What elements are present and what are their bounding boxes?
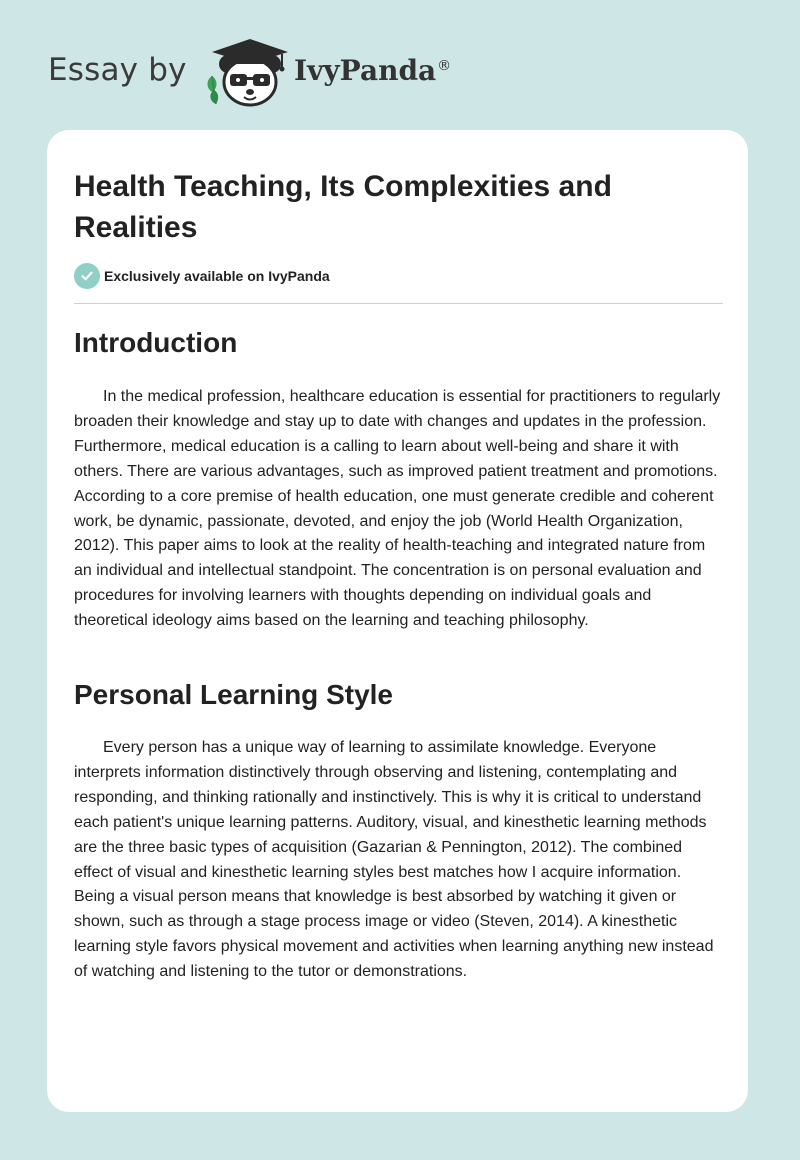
check-icon	[74, 263, 100, 289]
section-heading-introduction: Introduction	[74, 327, 238, 358]
essay-card	[47, 130, 748, 1112]
exclusive-badge-label: Exclusively available on IvyPanda	[104, 268, 330, 284]
exclusive-badge	[74, 263, 330, 289]
brand-header[interactable]	[48, 36, 468, 108]
section-body-personal-learning-style: Every person has a unique way of learning to assimilate knowledge. Everyone interprets information distinctively through observing and listening, contemplating and responding, and thinking rationally and instinctively. This is why it is critical to understand each patient's unique learning patterns. Auditory, visual, and kinesthetic learning methods are the three basic types of acquisition (Gazarian & Pennington, 2012). The combined effect of visual and kinesthetic learning styles best matches how I acquire information. Being a visual person means that knowledge is best absorbed by watching it given or shown, such as through a stage process image or video (Steven, 2014). A kinesthetic learning style favors physical movement and activities when learning anything new instead of watching and listening to the tutor or demonstrations.	[74, 739, 714, 981]
divider	[74, 303, 723, 304]
brand-prefix: Essay by	[48, 52, 187, 88]
brand-name: IvyPanda®	[294, 54, 452, 87]
panda-logo-icon	[202, 36, 292, 108]
section-heading-personal-learning-style: Personal Learning Style	[74, 679, 393, 710]
section-body-introduction: In the medical profession, healthcare education is essential for practitioners to regularly broaden their knowledge and stay up to date with changes and updates in the profession. Furthermore, medical education is a calling to learn about well-being and share it with others. There are various advantages, such as improved patient treatment and promotions. According to a core premise of health education, one must generate credible and coherent work, be dynamic, passionate, devoted, and enjoy the job (World Health Organization, 2012). This paper aims to look at the reality of health-teaching and integrated nature from an individual and intellectual standpoint. The concentration is on personal evaluation and procedures for involving learners with thoughts depending on individual goals and theoretical ideology aims based on the learning and teaching philosophy.	[74, 388, 721, 630]
essay-title: Health Teaching, Its Complexities and Realities	[74, 170, 612, 244]
